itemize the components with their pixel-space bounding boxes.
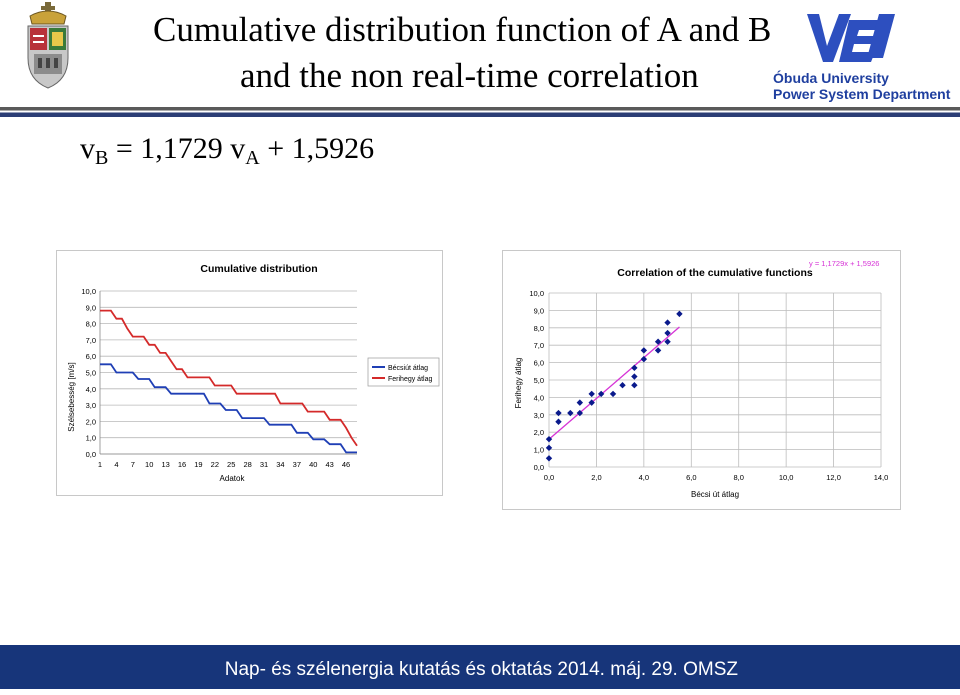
chart1-x-tick-label: 19 — [194, 460, 203, 469]
chart1-x-tick-label: 37 — [292, 460, 302, 469]
chart2-data-point — [555, 410, 561, 416]
slide-title-line-1: Cumulative distribution function of A and B — [153, 10, 772, 49]
chart2-data-point — [631, 365, 637, 371]
footer-bar — [0, 645, 960, 689]
chart2-data-point — [664, 319, 670, 325]
footer-text: Nap- és szélenergia kutatás és oktatás 2014. máj. 29. OMSZ — [224, 659, 738, 680]
chart2-y-tick-label: 4,0 — [533, 393, 544, 403]
university-crest-icon — [22, 2, 74, 90]
chart2-x-tick-label: 8,0 — [733, 473, 744, 482]
chart2-data-point — [641, 347, 647, 353]
chart1-y-tick-label: 7,0 — [85, 335, 96, 345]
chart1-y-tick-label: 2,0 — [85, 417, 96, 427]
chart1-x-tick-label: 25 — [227, 460, 236, 469]
chart2-data-point — [631, 382, 637, 388]
chart1-y-tick-label: 3,0 — [85, 401, 96, 411]
chart1-x-tick-label: 16 — [177, 460, 187, 469]
chart1-x-label: Adatok — [219, 474, 245, 483]
chart2-y-tick-label: 7,0 — [533, 341, 544, 351]
chart2-y-tick-label: 0,0 — [533, 463, 544, 472]
chart2-x-tick-label: 6,0 — [686, 473, 697, 482]
chart2-y-label: Ferihegy átlag — [514, 357, 523, 409]
chart2-x-tick-label: 4,0 — [638, 473, 650, 482]
formula-intercept: + 1,5926 — [259, 132, 375, 165]
chart2-data-point — [546, 455, 552, 461]
chart1-y-tick-label: 1,0 — [85, 433, 96, 443]
chart1-y-tick-label: 8,0 — [85, 319, 96, 329]
slide-title-line-2: and the non real-time correlation — [240, 56, 699, 95]
cumulative-distribution-chart — [56, 250, 443, 496]
chart2-data-point — [641, 356, 647, 362]
chart1-y-label: Szélsebesség [m/s] — [67, 362, 76, 432]
formula-subscript-a: A — [245, 147, 260, 169]
chart1-x-tick-label: 22 — [210, 460, 220, 469]
correlation-chart — [502, 250, 901, 510]
chart2-y-tick-label: 9,0 — [533, 306, 544, 316]
chart1-x-tick-label: 46 — [341, 460, 351, 469]
chart1-x-tick-label: 43 — [325, 460, 334, 469]
chart1-y-tick-label: 5,0 — [85, 368, 96, 378]
chart2-y-tick-label: 8,0 — [533, 323, 544, 333]
chart2-x-tick-label: 2,0 — [591, 473, 602, 482]
chart2-y-tick-label: 3,0 — [533, 410, 544, 420]
chart2-data-point — [676, 311, 682, 317]
chart1-y-tick-label: 0,0 — [85, 450, 96, 459]
chart2-data-point — [555, 419, 561, 425]
chart1-x-tick-label: 34 — [276, 460, 285, 469]
chart2-data-point — [588, 391, 594, 397]
chart2-y-tick-label: 5,0 — [533, 376, 544, 385]
chart2-x-tick-label: 14,0 — [873, 473, 889, 482]
chart1-x-tick-label: 40 — [309, 460, 318, 469]
chart1-y-tick-label: 4,0 — [85, 384, 96, 394]
chart2-data-point — [610, 391, 616, 397]
logo-department-name: Power System Department — [773, 86, 951, 102]
regression-formula — [80, 132, 374, 170]
formula-v-b: v — [80, 132, 95, 165]
chart1-y-tick-label: 9,0 — [85, 303, 96, 313]
obuda-university-logo-icon — [805, 12, 895, 64]
chart2-y-tick-label: 10,0 — [529, 289, 544, 298]
formula-subscript-b: B — [95, 147, 109, 169]
chart2-x-tick-label: 12,0 — [826, 473, 841, 482]
chart2-data-point — [577, 399, 583, 405]
chart1-y-tick-label: 6,0 — [85, 352, 96, 362]
chart2-data-point — [546, 445, 552, 451]
chart2-data-point — [567, 410, 573, 416]
chart1-legend-ferihegy: Ferihegy átlag — [388, 376, 433, 383]
chart2-trendline — [549, 327, 679, 439]
header-divider — [0, 107, 960, 117]
chart1-title: Cumulative distribution — [200, 263, 318, 275]
chart2-data-point — [619, 382, 625, 388]
chart1-legend — [368, 358, 439, 386]
chart2-title: Correlation of the cumulative functions — [617, 267, 813, 279]
logo-university-name: Óbuda University — [773, 70, 889, 86]
chart1-x-tick-label: 4 — [114, 460, 119, 469]
chart2-x-label: Bécsi út átlag — [690, 490, 740, 499]
chart2-y-tick-label: 1,0 — [533, 445, 544, 455]
chart1-x-tick-label: 28 — [243, 460, 252, 469]
chart1-legend-becsiut: Bécsiút átlag — [388, 365, 429, 372]
chart2-y-tick-label: 2,0 — [533, 428, 544, 438]
cumulative-distribution-svg — [57, 251, 442, 495]
chart1-x-tick-label: 10 — [145, 460, 154, 469]
chart1-series-becsiut-line — [100, 364, 357, 452]
chart2-data-point — [631, 373, 637, 379]
chart2-y-tick-label: 6,0 — [533, 358, 544, 368]
chart2-x-tick-label: 0,0 — [543, 473, 555, 482]
chart2-x-tick-label: 10,0 — [778, 473, 794, 482]
chart1-x-tick-label: 1 — [97, 460, 103, 469]
chart1-y-tick-label: 10,0 — [81, 287, 96, 296]
chart1-x-tick-label: 13 — [161, 460, 170, 469]
chart1-x-tick-label: 31 — [259, 460, 269, 469]
chart1-x-tick-label: 7 — [130, 460, 135, 469]
correlation-svg — [503, 251, 900, 509]
formula-equals: = 1,1729 v — [108, 132, 246, 165]
chart2-trendline-equation: y = 1,1729x + 1,5926 — [809, 259, 880, 268]
